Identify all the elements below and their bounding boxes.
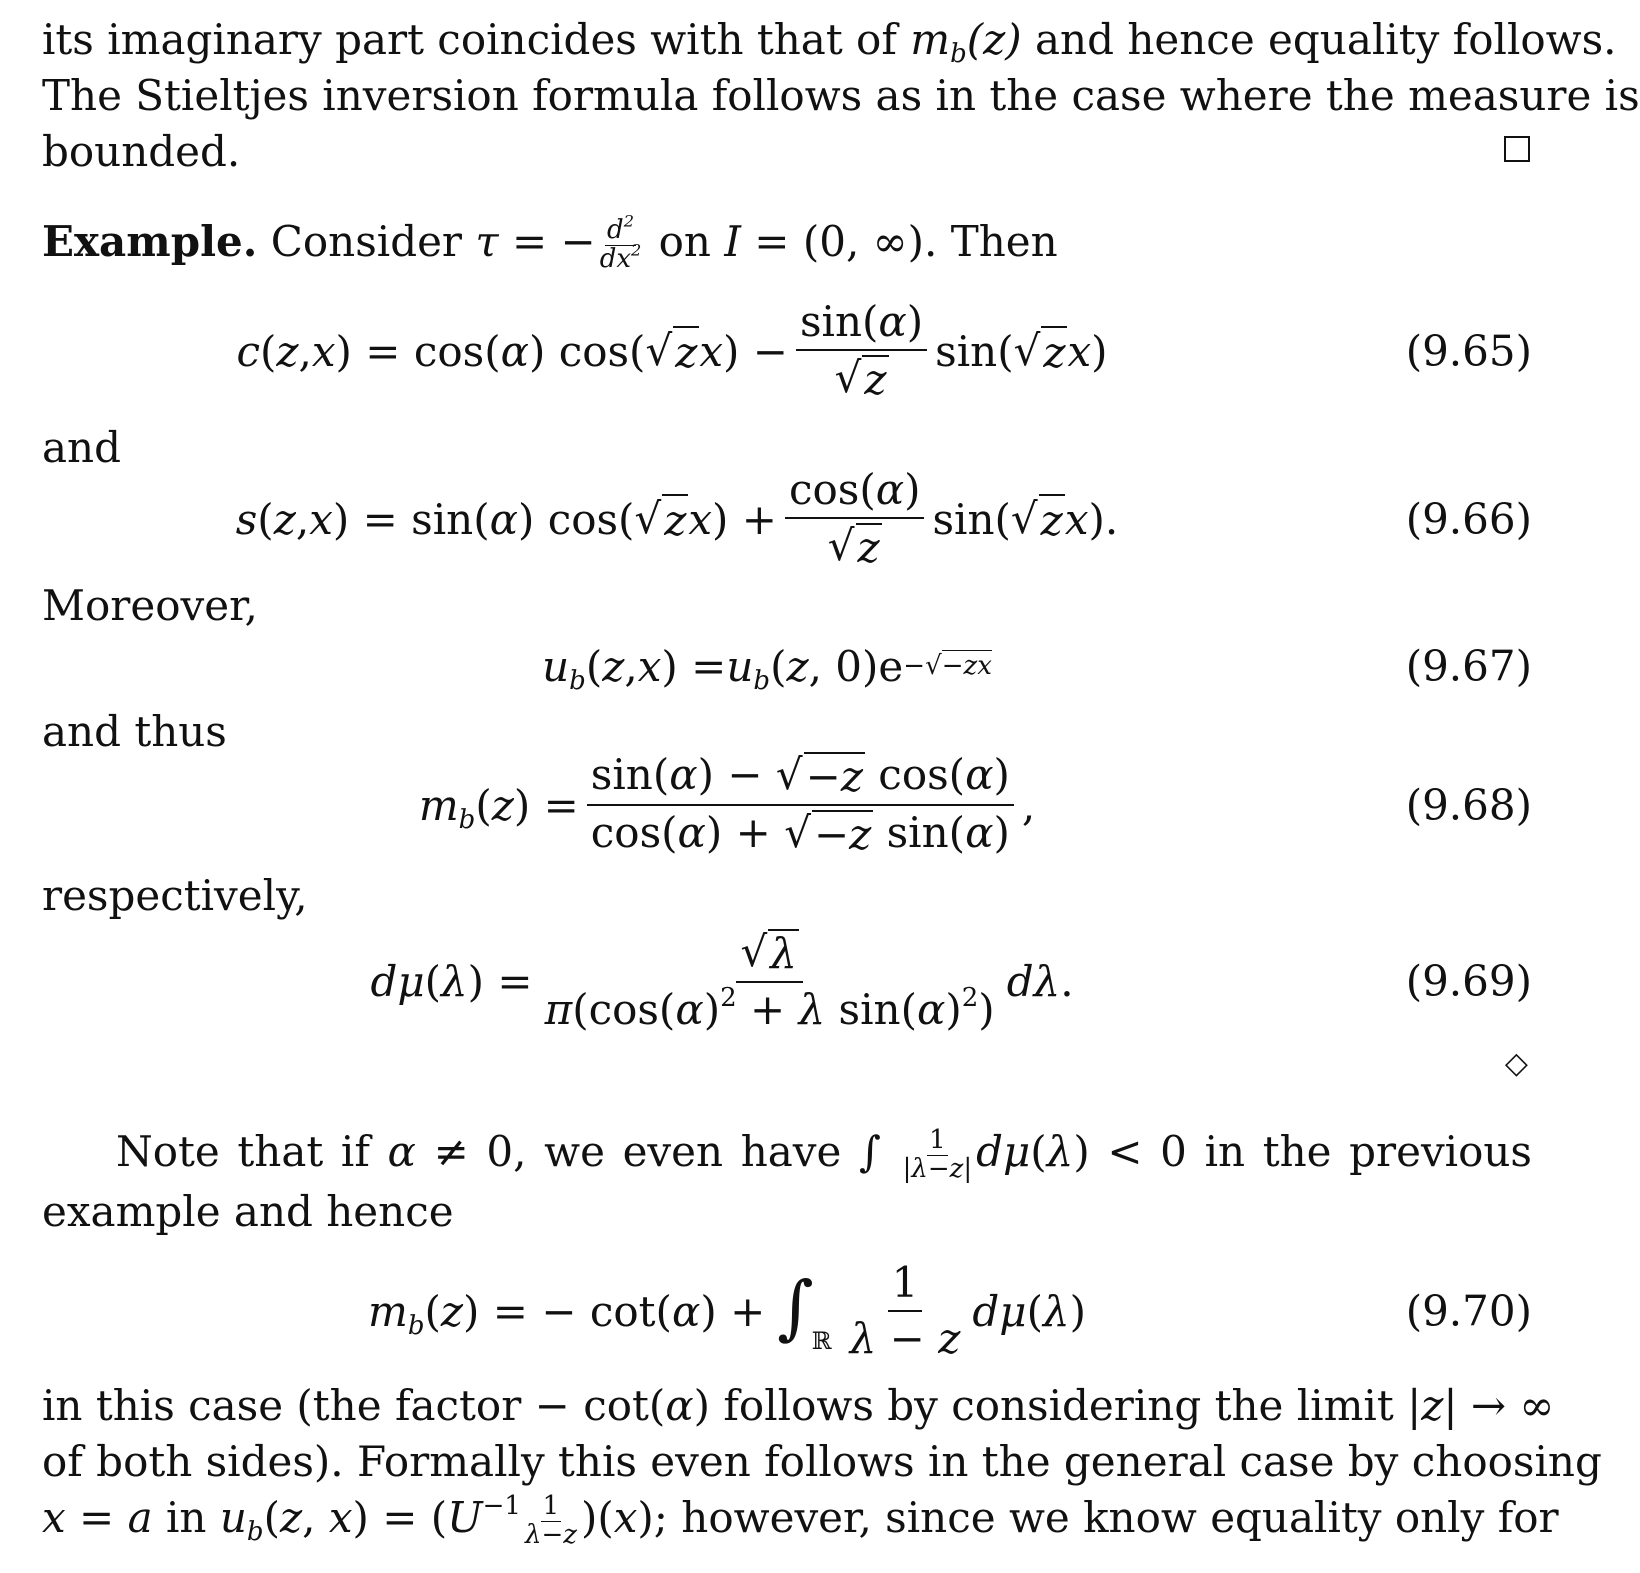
equation-number: (9.67) bbox=[1405, 641, 1532, 691]
equation-9-68: $m_b$ ( z ) = sin(α) − √ −z cos(α) cos(α) + √ −z sin(α) , (9.68) bbox=[418, 749, 1532, 859]
equation-9-70: $m_b$ ( z ) = − cot( α ) + ∫ ℝ $\frac{1}{\lambda - z}$ dμ ( λ ) (9.70) bbox=[368, 1257, 1532, 1363]
text: we even have bbox=[544, 1127, 842, 1176]
text: in this case (the factor bbox=[42, 1381, 522, 1430]
equation-number: (9.69) bbox=[1405, 956, 1532, 1006]
text: Note that if bbox=[116, 1127, 370, 1176]
text-and-thus: and thus bbox=[42, 707, 227, 756]
text-and: and bbox=[42, 423, 121, 472]
text: in bbox=[166, 1493, 207, 1542]
text: in the previous bbox=[1204, 1127, 1532, 1176]
text: . Then bbox=[924, 217, 1058, 266]
paragraph2-line2: example and hence bbox=[42, 1187, 454, 1236]
text: follows by considering the limit bbox=[723, 1381, 1394, 1430]
text: Consider bbox=[270, 217, 463, 266]
equation-9-66: s ( z , x ) = sin( α ) cos( √ z x ) + cos(α) √ z sin( √ z x ). (9.66) bbox=[235, 464, 1532, 572]
paragraph3-line1: in this case (the factor − cot(α) follows by considering the limit |z| → ∞ bbox=[42, 1381, 1555, 1430]
equation-9-69: dμ ( λ ) = √ λ $\pi(\cos(\alpha)^2 + \lambda$ $\sin(\alpha)^2$) dλ . (9.69) bbox=[370, 926, 1532, 1034]
paragraph1-line2: The Stieltjes inversion formula follows as in the case where the measure is bbox=[42, 71, 1640, 120]
equation-number: (9.65) bbox=[1405, 326, 1532, 376]
example-intro: Example. Consider τ = − $\frac{d^2}{dx^2}$ on I = (0, ∞). Then bbox=[42, 211, 1058, 274]
paragraph1-line1: its imaginary part coincides with that of $m_b(z)$ and hence equality follows. bbox=[42, 15, 1617, 69]
equation-9-67: $u_b$ ( z , x ) = $u_b$ ( z , 0)e −√−zx (9.67) bbox=[542, 641, 1532, 696]
paragraph3-line3: x = a in $u_b(z$, $x) = (U^{-1}$ $\frac{1}{\lambda-z}$ )(x); however, since we know equality only for bbox=[42, 1490, 1559, 1550]
paragraph2-line1: Note that if α ≠ 0, we even have ∫ $\frac{1}{|\lambda-z|}$ dμ(λ) < 0 in the previous bbox=[116, 1125, 1532, 1184]
text-moreover: Moreover, bbox=[42, 581, 258, 630]
equation-9-65: c ( z , x ) = cos( α ) cos( √ z x ) − sin(α) √ z sin( √ z x ) (9.65) bbox=[236, 296, 1532, 404]
paragraph3-line2: of both sides). Formally this even follows in the general case by choosing bbox=[42, 1437, 1602, 1486]
end-of-example-diamond: ◇ bbox=[1504, 1046, 1528, 1081]
text: ; however, since we know equality only for bbox=[653, 1493, 1559, 1542]
example-heading: Example. bbox=[42, 217, 258, 266]
paragraph1-line3: bounded. bbox=[42, 127, 241, 176]
text: on bbox=[658, 217, 711, 266]
text: its imaginary part coincides with that of bbox=[42, 15, 897, 64]
equation-number: (9.70) bbox=[1405, 1286, 1532, 1336]
text: and hence equality follows. bbox=[1035, 15, 1617, 64]
qed-box bbox=[1504, 136, 1530, 162]
equation-number: (9.68) bbox=[1405, 780, 1532, 830]
text-respectively: respectively, bbox=[42, 871, 308, 920]
equation-number: (9.66) bbox=[1405, 494, 1532, 544]
